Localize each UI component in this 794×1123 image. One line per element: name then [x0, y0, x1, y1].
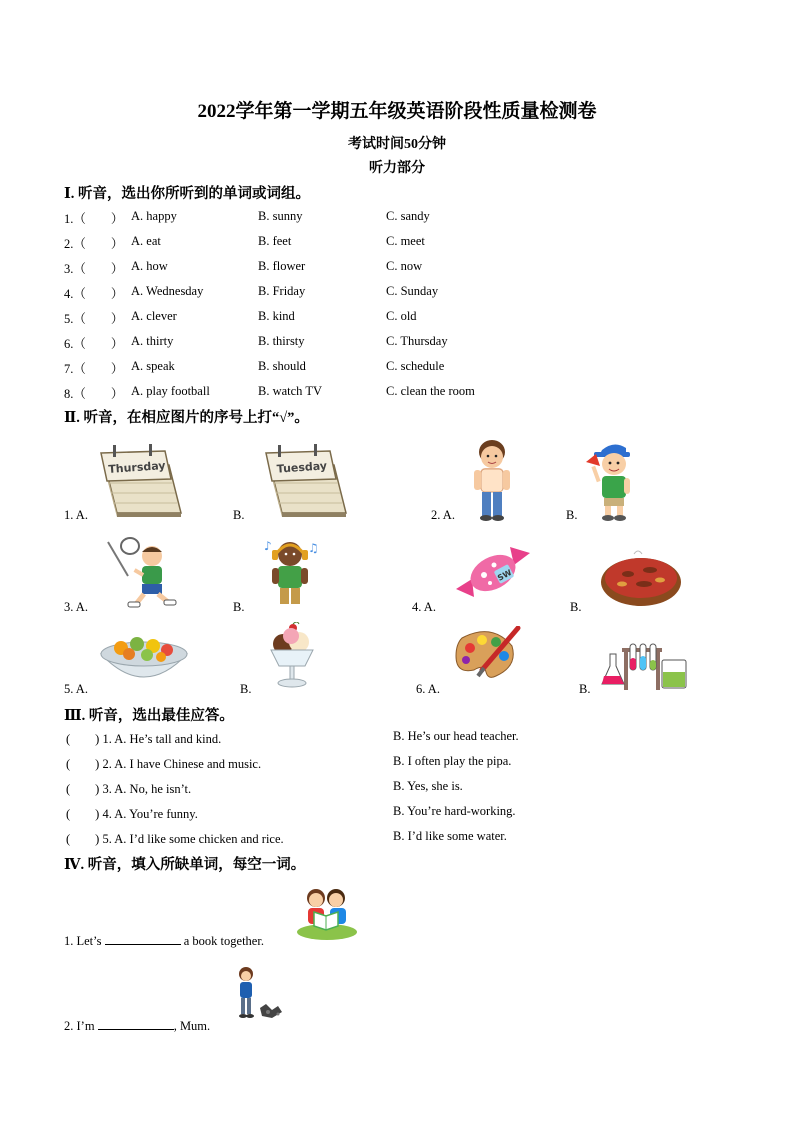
- response-option-b: B. Yes, she is.: [393, 779, 463, 793]
- blank-2[interactable]: [98, 1017, 174, 1030]
- response-option-b: B. He’s our head teacher.: [393, 729, 519, 743]
- label-1a: 1. A.: [64, 508, 88, 522]
- sentence1-suffix: a book together.: [180, 934, 264, 948]
- pizza-image: [598, 548, 684, 610]
- badminton-boy-image: [98, 536, 180, 610]
- option-a: A. Wednesday: [131, 284, 204, 298]
- sentence1-prefix: 1. Let’s: [64, 934, 105, 948]
- question-number[interactable]: 8.（ ）: [64, 387, 124, 401]
- section1-heading: Ⅰ. 听音，选出你所听到的单词或词组。: [64, 186, 311, 202]
- calendar-tuesday-image: [262, 443, 348, 519]
- kids-reading-image: [296, 884, 358, 942]
- boy-headphones-image: [260, 536, 320, 610]
- option-a: A. thirty: [131, 334, 174, 348]
- response-option-a[interactable]: ( ) 1. A. He’s tall and kind.: [66, 732, 222, 746]
- option-b: B. Friday: [258, 284, 306, 298]
- label-3a: 3. A.: [64, 600, 88, 614]
- salad-image: [97, 630, 191, 688]
- option-b: B. should: [258, 359, 306, 373]
- boy-standing-image: [466, 438, 518, 522]
- option-c: C. schedule: [386, 359, 445, 373]
- response-option-a[interactable]: ( ) 4. A. You’re funny.: [66, 807, 198, 821]
- label-6b: B.: [579, 682, 591, 696]
- question-number[interactable]: 4.（ ）: [64, 287, 124, 301]
- option-b: B. feet: [258, 234, 292, 248]
- option-a: A. how: [131, 259, 168, 273]
- question-number[interactable]: 5.（ ）: [64, 312, 124, 326]
- fill-sentence-2: [64, 1017, 210, 1034]
- page-title: 2022学年第一学期五年级英语阶段性质量检测卷: [197, 101, 597, 122]
- option-c: C. sandy: [386, 209, 430, 223]
- label-4a: 4. A.: [412, 600, 436, 614]
- response-option-a[interactable]: ( ) 5. A. I’d like some chicken and rice.: [66, 832, 284, 846]
- option-b: B. kind: [258, 309, 295, 323]
- calendar-thursday-image: [97, 443, 183, 519]
- option-a: A. clever: [131, 309, 177, 323]
- label-1b: B.: [233, 508, 245, 522]
- option-b: B. watch TV: [258, 384, 322, 398]
- label-2a: 2. A.: [431, 508, 455, 522]
- candy-text: SW: [496, 567, 514, 583]
- option-a: A. play football: [131, 384, 210, 398]
- sad-boy-image: [232, 966, 288, 1028]
- option-a: A. speak: [131, 359, 175, 373]
- option-c: C. clean the room: [386, 384, 475, 398]
- question-number[interactable]: 2.（ ）: [64, 237, 124, 251]
- section3-heading: Ⅲ. 听音，选出最佳应答。: [64, 708, 234, 724]
- ice-cream-sundae-image: [265, 622, 319, 690]
- option-b: B. thirsty: [258, 334, 305, 348]
- section2-heading: Ⅱ. 听音，在相应图片的序号上打“√”。: [64, 410, 309, 426]
- response-option-b: B. You’re hard-working.: [393, 804, 516, 818]
- svg-text:♫: ♫: [308, 541, 319, 555]
- question-number[interactable]: 3.（ ）: [64, 262, 124, 276]
- section4-heading: Ⅳ. 听音，填入所缺单词，每空一词。: [64, 857, 306, 873]
- label-2b: B.: [566, 508, 578, 522]
- paint-palette-image: [452, 626, 522, 686]
- candy-image: [452, 545, 534, 605]
- part-label: 听力部分: [369, 161, 425, 176]
- option-b: B. flower: [258, 259, 306, 273]
- label-4b: B.: [570, 600, 582, 614]
- option-c: C. meet: [386, 234, 425, 248]
- response-option-a[interactable]: ( ) 2. A. I have Chinese and music.: [66, 757, 262, 771]
- label-6a: 6. A.: [416, 682, 440, 696]
- calendar-tuesday-text: Tuesday: [276, 459, 328, 476]
- fill-sentence-1: [64, 932, 264, 949]
- lab-equipment-image: [600, 640, 690, 692]
- response-option-a[interactable]: ( ) 3. A. No, he isn’t.: [66, 782, 192, 796]
- response-option-b: B. I’d like some water.: [393, 829, 507, 843]
- question-number[interactable]: 7.（ ）: [64, 362, 124, 376]
- option-a: A. eat: [131, 234, 161, 248]
- blank-1[interactable]: [105, 932, 181, 945]
- sentence2-suffix: , Mum.: [173, 1019, 211, 1033]
- option-c: C. old: [386, 309, 417, 323]
- exam-time: 考试时间50分钟: [348, 137, 446, 152]
- option-c: C. Sunday: [386, 284, 439, 298]
- option-c: C. Thursday: [386, 334, 448, 348]
- question-number[interactable]: 1.（ ）: [64, 212, 124, 226]
- question-number[interactable]: 6.（ ）: [64, 337, 124, 351]
- option-a: A. happy: [131, 209, 177, 223]
- svg-text:♪: ♪: [264, 539, 272, 553]
- option-c: C. now: [386, 259, 423, 273]
- label-5b: B.: [240, 682, 252, 696]
- calendar-thursday-text: Thursday: [107, 459, 166, 476]
- label-5a: 5. A.: [64, 682, 88, 696]
- option-b: B. sunny: [258, 209, 303, 223]
- sentence2-prefix: 2. I’m: [64, 1019, 98, 1033]
- boy-waving-image: [580, 440, 644, 522]
- response-option-b: B. I often play the pipa.: [393, 754, 512, 768]
- label-3b: B.: [233, 600, 245, 614]
